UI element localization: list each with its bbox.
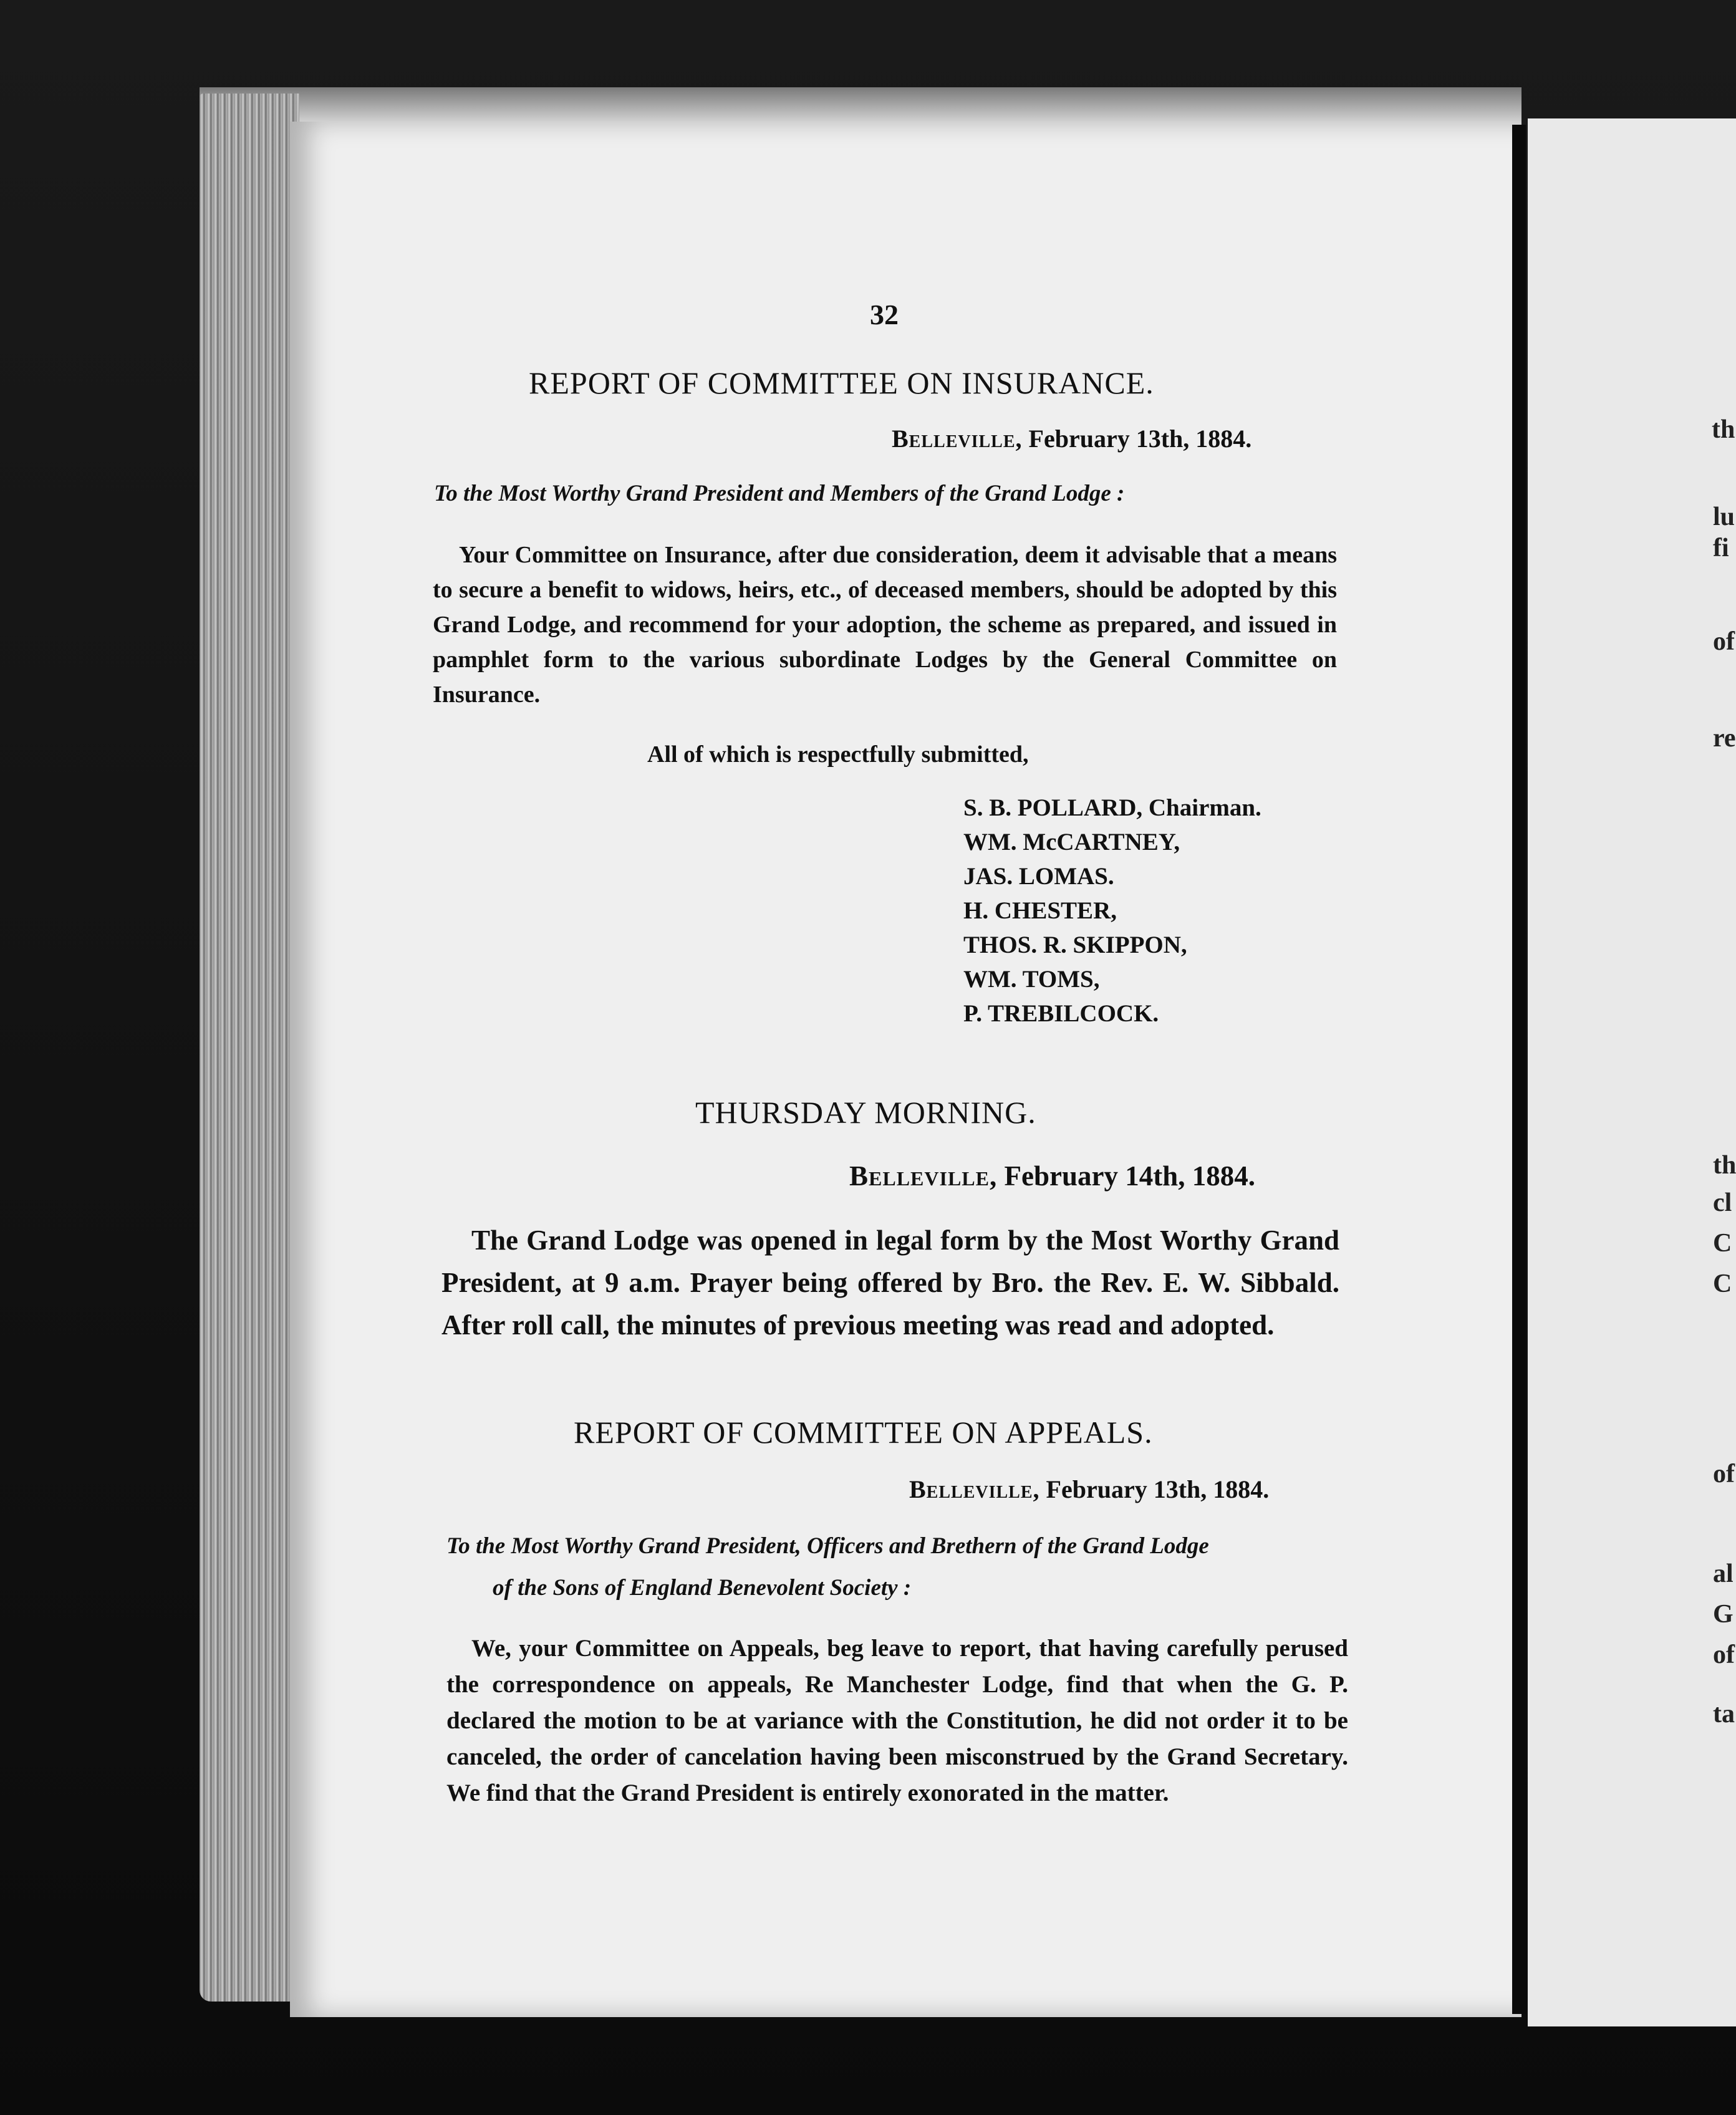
book-gutter: [1512, 125, 1526, 2014]
page-number: 32: [870, 299, 899, 330]
dateline-place: Belleville,: [909, 1475, 1040, 1503]
facing-fragment: of: [1713, 627, 1735, 656]
facing-fragment: C: [1713, 1269, 1732, 1298]
appeals-report-body: We, your Committee on Appeals, beg leave to report, that having carefully perused the correspondence on appeals, Re Manchester Lodge, find that when the G. P. declared the motion to be at variance with the Constitution, he did not order it to be canceled, the order of cancelation having been misconstrued by the Grand Secretary. We find that the Grand President is entirely exonorated in the matter.: [446, 1635, 1348, 1806]
page-edges: [200, 94, 299, 2002]
thursday-morning-body: The Grand Lodge was opened in legal form by the Most Worthy Grand President, at 9 a.m. Prayer being offered by Bro. the Rev. E. W. Sibbald. After roll call, the minutes of previous meeting was read and adopted.: [441, 1225, 1339, 1341]
facing-fragment: of: [1713, 1460, 1735, 1488]
dateline-place: Belleville,: [892, 425, 1023, 453]
insurance-report-dateline: [892, 424, 1251, 453]
appeals-report-salutation-line1: To the Most Worthy Grand President, Officers and Brethern of the Grand Lodge: [446, 1533, 1209, 1559]
facing-fragment: C: [1713, 1229, 1732, 1258]
signer-name: WM. McCARTNEY,: [963, 829, 1180, 855]
signer-name: WM. TOMS,: [963, 966, 1100, 993]
facing-fragment: lu: [1713, 503, 1735, 531]
facing-fragment: th: [1713, 1151, 1736, 1180]
signer-name: S. B. POLLARD, Chairman.: [963, 794, 1261, 821]
book-top-edge: [200, 87, 1521, 125]
facing-fragment: ta: [1713, 1700, 1735, 1728]
dateline-date: February 14th, 1884.: [1004, 1160, 1255, 1192]
appeals-report-salutation-line2: of the Sons of England Benevolent Society :: [493, 1575, 912, 1601]
facing-fragment: G: [1713, 1600, 1734, 1629]
facing-fragment: cl: [1713, 1188, 1732, 1217]
insurance-report-salutation: To the Most Worthy Grand President and Members of the Grand Lodge :: [434, 481, 1125, 506]
signer-name: P. TREBILCOCK.: [963, 1000, 1159, 1027]
facing-fragment: th: [1712, 415, 1735, 444]
appeals-report-heading: REPORT OF COMMITTEE ON APPEALS.: [574, 1415, 1153, 1450]
insurance-report-body: Your Committee on Insurance, after due consideration, deem it advisable that a means to secure a benefit to widows, heirs, etc., of deceased members, should be adopted by this Grand Lodge, and recommend for your adoption, the scheme as prepared, and issued in pamphlet form to the various subordinate Lodges by the General Committee on Insurance.: [433, 542, 1337, 708]
appeals-report-dateline: [909, 1475, 1269, 1504]
signer-name: H. CHESTER,: [963, 897, 1117, 924]
facing-fragment: fi: [1713, 534, 1729, 562]
facing-fragment: of: [1713, 1640, 1735, 1669]
thursday-dateline: [849, 1160, 1255, 1192]
insurance-report-heading: REPORT OF COMMITTEE ON INSURANCE.: [529, 365, 1154, 400]
dateline-date: February 13th, 1884.: [1046, 1475, 1270, 1503]
signature-list: [963, 791, 1261, 1031]
facing-fragment: re: [1713, 724, 1736, 753]
signer-name: THOS. R. SKIPPON,: [963, 932, 1187, 958]
dateline-place: Belleville,: [849, 1160, 998, 1192]
facing-page: [1528, 118, 1736, 2026]
thursday-morning-heading: THURSDAY MORNING.: [695, 1095, 1036, 1130]
insurance-report-closing: All of which is respectfully submitted,: [647, 741, 1029, 768]
facing-fragment: al: [1713, 1559, 1734, 1588]
signer-name: JAS. LOMAS.: [963, 863, 1114, 890]
dateline-date: February 13th, 1884.: [1028, 425, 1252, 453]
